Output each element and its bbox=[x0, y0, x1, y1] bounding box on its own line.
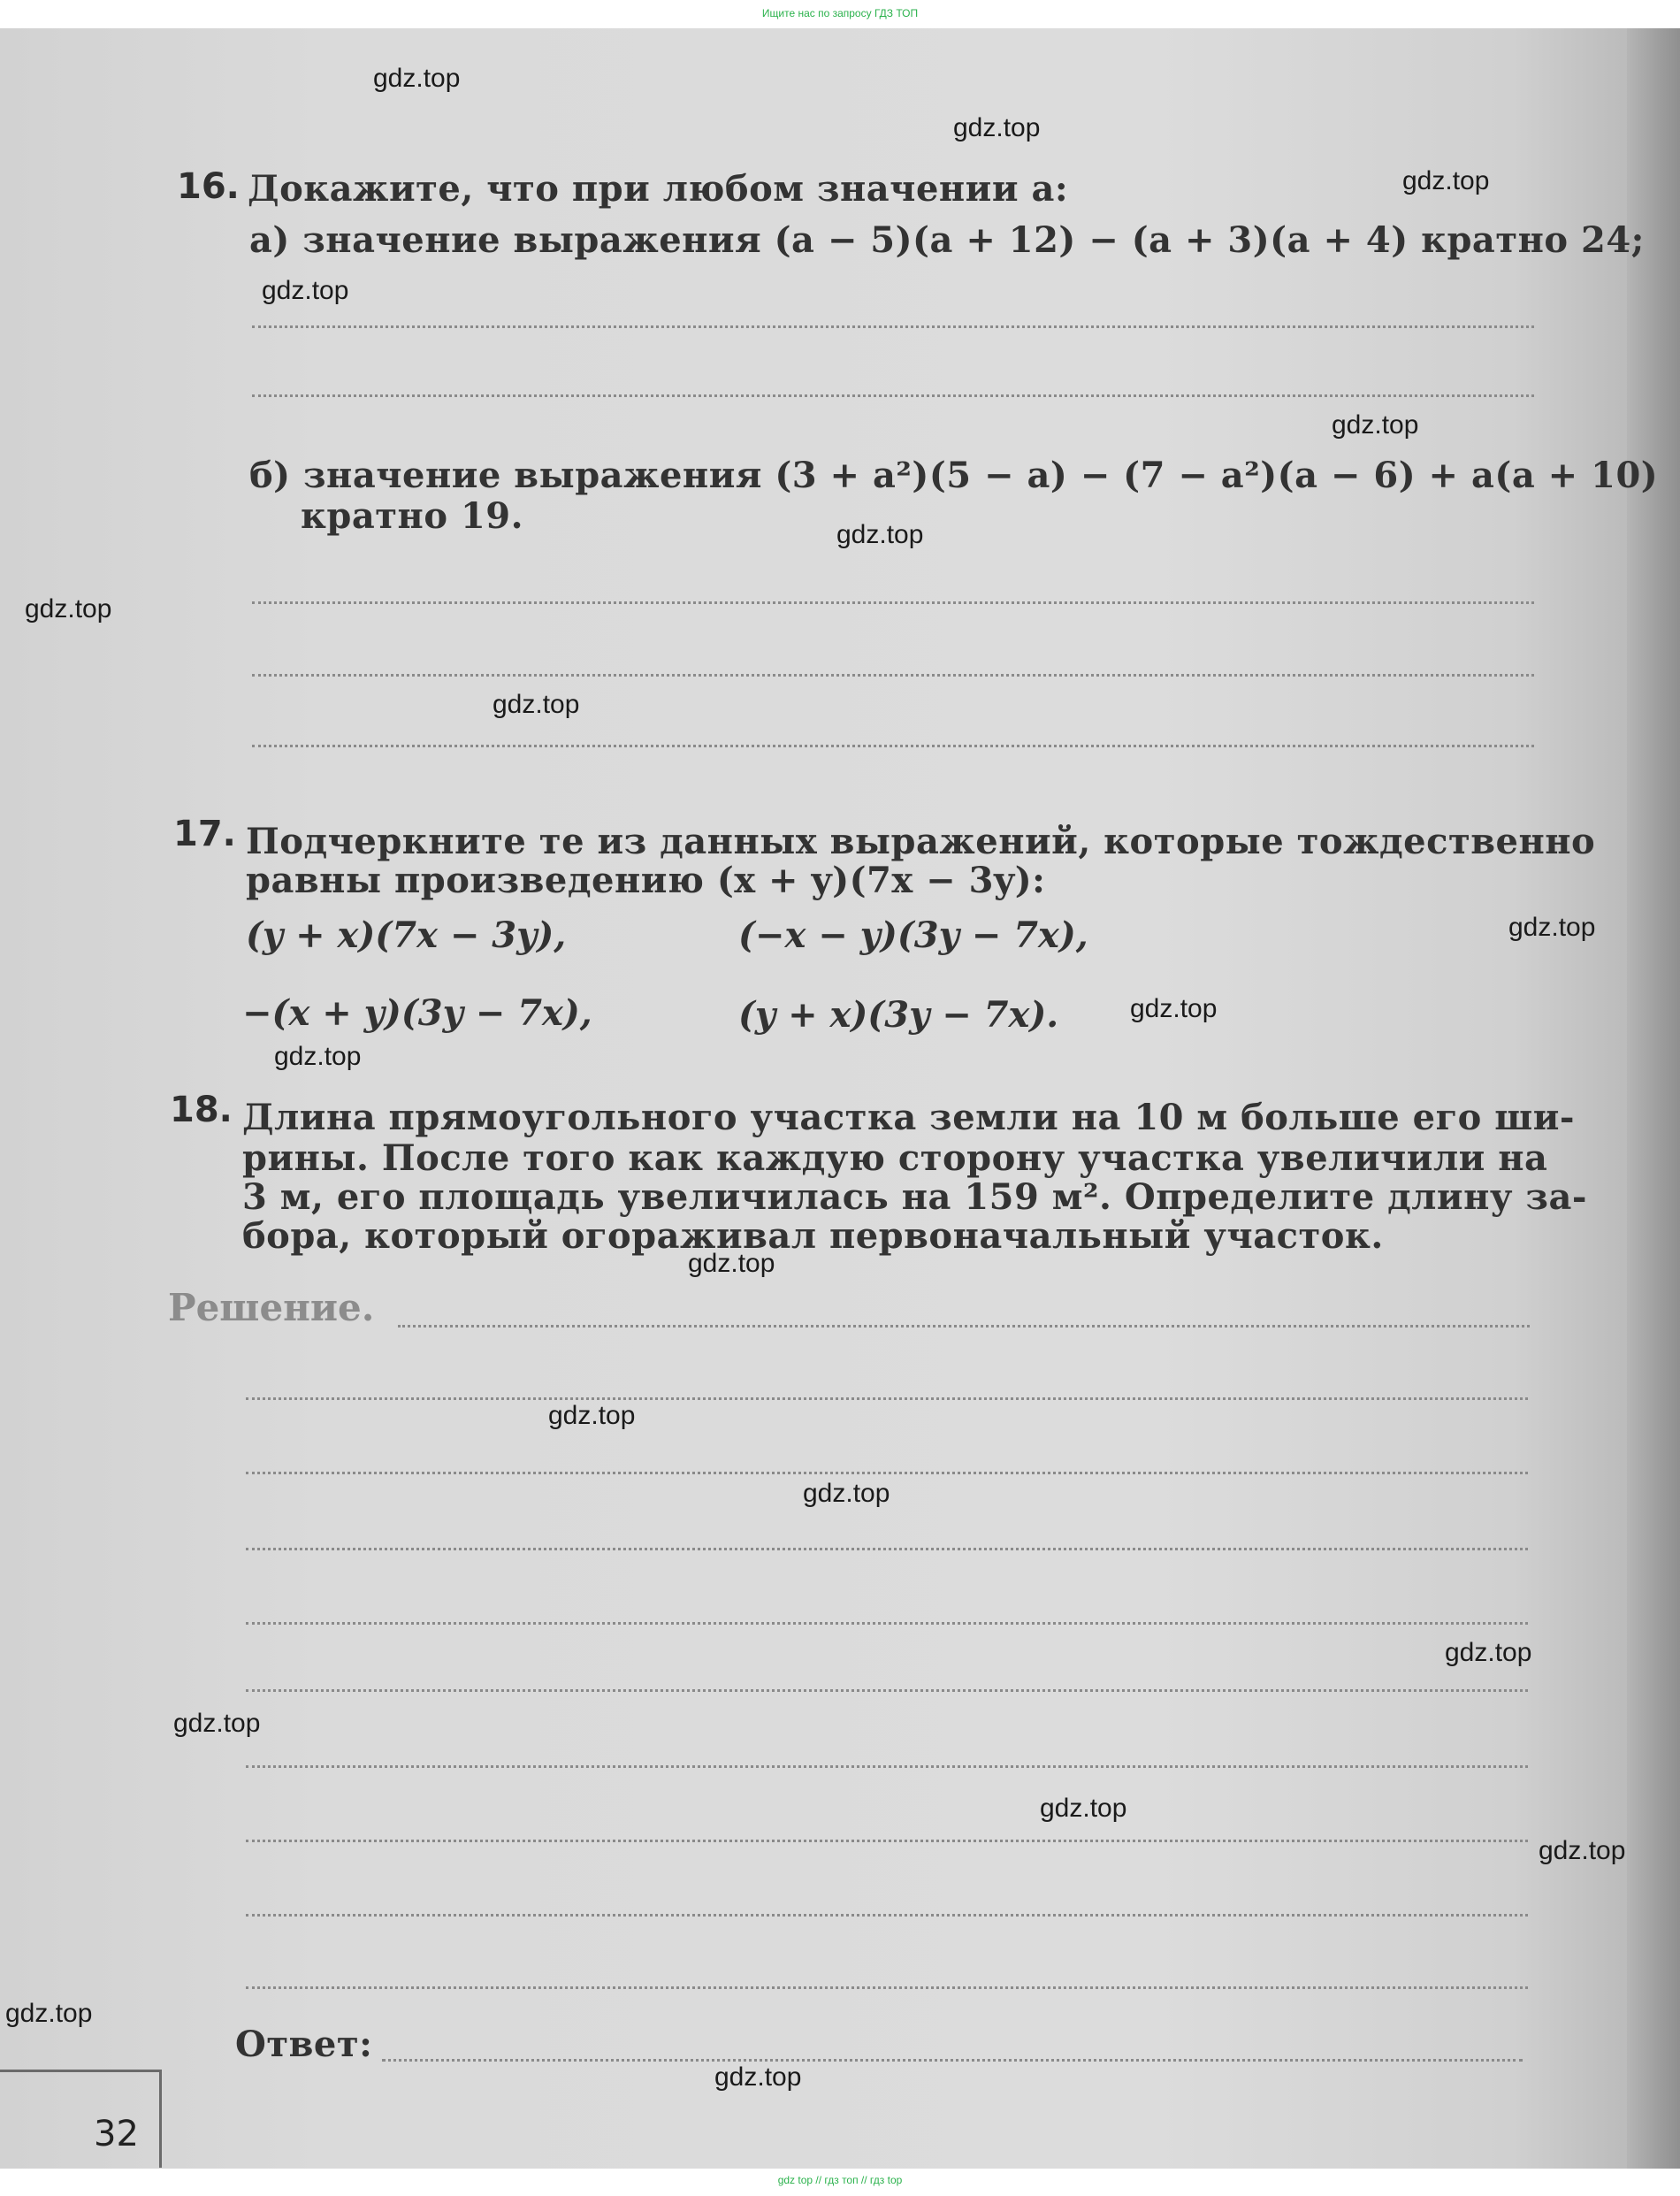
watermark: gdz.top bbox=[714, 2062, 802, 2092]
task-18-line4: бора, который огораживал первоначальный участок. bbox=[242, 1215, 1384, 1257]
expression-option-4[interactable]: (y + x)(3y − 7x). bbox=[738, 994, 1059, 1036]
task-18-number: 18. bbox=[170, 1090, 233, 1130]
watermark: gdz.top bbox=[1332, 410, 1419, 440]
watermark: gdz.top bbox=[274, 1042, 362, 1071]
page-binding-shadow bbox=[1627, 28, 1680, 2169]
answer-line[interactable] bbox=[246, 1765, 1528, 1768]
watermark: gdz.top bbox=[173, 1709, 261, 1738]
answer-line[interactable] bbox=[382, 2059, 1523, 2062]
solution-label: Решение. bbox=[168, 1286, 375, 1329]
watermark: gdz.top bbox=[1445, 1638, 1532, 1667]
task-16-part-b-line1: б) значение выражения (3 + a²)(5 − a) − (7 − a²)(a − 6) + a(a + 10) bbox=[249, 455, 1659, 496]
task-17-line2: равны произведению (x + y)(7x − 3y): bbox=[246, 860, 1046, 901]
answer-line bbox=[252, 325, 1534, 328]
top-banner[interactable]: Ищите нас по запросу ГДЗ ТОП bbox=[761, 7, 919, 19]
answer-line[interactable] bbox=[246, 1914, 1528, 1917]
watermark: gdz.top bbox=[688, 1249, 775, 1278]
watermark: gdz.top bbox=[25, 594, 112, 624]
answer-line bbox=[252, 394, 1534, 397]
expression-option-1[interactable]: (y + x)(7x − 3y), bbox=[246, 914, 567, 956]
watermark: gdz.top bbox=[1402, 166, 1490, 195]
watermark: gdz.top bbox=[953, 113, 1041, 142]
answer-line[interactable] bbox=[246, 1622, 1528, 1625]
expression-option-3[interactable]: −(x + y)(3y − 7x), bbox=[242, 992, 592, 1034]
watermark: gdz.top bbox=[373, 64, 461, 93]
task-17-line1: Подчеркните те из данных выражений, которые тождественно bbox=[246, 821, 1596, 862]
task-18-line1: Длина прямоугольного участка земли на 10 м больше его ши- bbox=[242, 1097, 1575, 1138]
task-17-number: 17. bbox=[173, 814, 236, 854]
answer-line[interactable] bbox=[246, 1472, 1528, 1474]
answer-line[interactable] bbox=[246, 1689, 1528, 1692]
watermark: gdz.top bbox=[5, 1999, 93, 2028]
answer-line[interactable] bbox=[246, 1986, 1528, 1989]
watermark: gdz.top bbox=[1508, 913, 1596, 942]
task-16-part-b-line2: кратно 19. bbox=[301, 495, 524, 537]
answer-line[interactable] bbox=[246, 1840, 1528, 1842]
task-16-part-a: а) значение выражения (a − 5)(a + 12) − (a + 3)(a + 4) кратно 24; bbox=[249, 219, 1645, 261]
answer-line bbox=[252, 674, 1534, 677]
task-16-intro: Докажите, что при любом значении a: bbox=[248, 168, 1069, 210]
answer-line bbox=[252, 745, 1534, 747]
watermark: gdz.top bbox=[803, 1479, 890, 1508]
answer-line bbox=[252, 601, 1534, 604]
task-18-line2: рины. После того как каждую сторону участка увеличили на bbox=[242, 1137, 1548, 1179]
task-18-line3: 3 м, его площадь увеличилась на 159 м². Определите длину за- bbox=[242, 1176, 1587, 1218]
watermark: gdz.top bbox=[836, 520, 924, 549]
watermark: gdz.top bbox=[548, 1401, 636, 1430]
answer-line[interactable] bbox=[246, 1397, 1528, 1400]
page-number: 32 bbox=[94, 2114, 139, 2154]
answer-line[interactable] bbox=[246, 1548, 1528, 1550]
task-16-number: 16. bbox=[177, 166, 240, 207]
answer-label: Ответ: bbox=[235, 2024, 373, 2065]
watermark: gdz.top bbox=[1040, 1794, 1127, 1823]
answer-line[interactable] bbox=[398, 1325, 1530, 1328]
watermark: gdz.top bbox=[1130, 994, 1218, 1023]
watermark: gdz.top bbox=[1539, 1836, 1626, 1865]
expression-option-2[interactable]: (−x − y)(3y − 7x), bbox=[738, 914, 1088, 956]
bottom-banner[interactable]: gdz top // гдз топ // гдз top bbox=[777, 2174, 903, 2186]
watermark: gdz.top bbox=[262, 276, 349, 305]
watermark: gdz.top bbox=[493, 690, 580, 719]
